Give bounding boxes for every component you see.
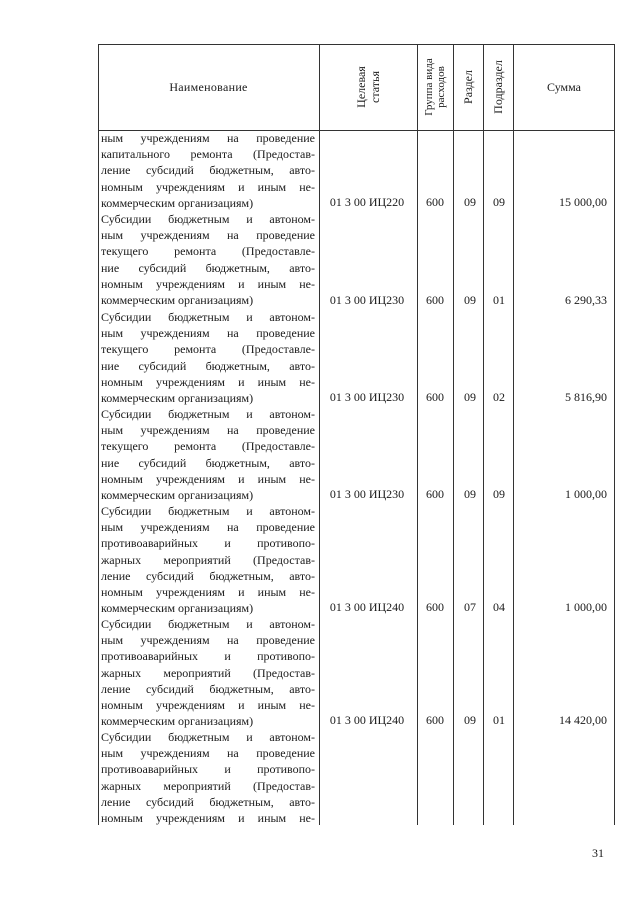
header-target-label <box>354 66 382 108</box>
col-border-0 <box>98 44 99 825</box>
header-section-label: Раздел <box>461 70 476 104</box>
col-border-2 <box>417 44 418 825</box>
header-target-line2: статья <box>367 71 382 103</box>
col-border-1 <box>319 44 320 825</box>
text-line: жарных мероприятий (Предостав- <box>101 778 315 793</box>
text-line: номным учреждениям и иным не- <box>101 810 315 825</box>
target-code: 01 3 00 ИЦ230 <box>329 293 405 307</box>
text-line: ным учреждениям на проведение <box>101 228 315 243</box>
target-code: 01 3 00 ИЦ230 <box>329 390 405 404</box>
text-line: противоаварийных и противопо- <box>101 762 315 777</box>
row-1-name <box>101 211 315 308</box>
group-code: 600 <box>426 390 444 404</box>
target-code: 01 3 00 ИЦ240 <box>329 713 405 727</box>
text-line: Субсидии бюджетным и автоном- <box>101 310 315 324</box>
text-line: коммерческим организациям) <box>101 195 254 210</box>
header-subsection-label: Подраздел <box>491 60 506 114</box>
section-code: 09 <box>464 713 476 727</box>
sum-value: 15 000,00 <box>559 195 607 209</box>
header-group-line1: Группа вида <box>423 58 435 116</box>
text-line: коммерческим организациям) <box>101 487 254 502</box>
row-3-name <box>101 406 315 503</box>
header-group <box>417 44 453 130</box>
text-line: ление субсидий бюджетным, авто- <box>101 794 315 809</box>
col-border-6 <box>614 44 615 825</box>
text-line: коммерческим организациям) <box>101 714 254 729</box>
text-line: ным учреждениям на проведение <box>101 520 315 535</box>
section-code: 09 <box>464 195 476 209</box>
header-group-label <box>423 58 447 116</box>
header-group-line2: расходов <box>435 66 447 108</box>
col-border-3 <box>453 44 454 825</box>
col-border-4 <box>483 44 484 825</box>
group-code: 600 <box>426 293 444 307</box>
header-sum-label: Сумма <box>547 79 581 94</box>
header-subsection <box>483 44 513 130</box>
text-line: Субсидии бюджетным и автоном- <box>101 407 315 421</box>
text-line: ным учреждениям на проведение <box>101 746 315 761</box>
text-line: номным учреждениям и иным не- <box>101 276 315 291</box>
subsection-code: 09 <box>493 195 505 209</box>
row-4-name <box>101 503 315 616</box>
text-line: текущего ремонта (Предоставле- <box>101 244 315 259</box>
text-line: ление субсидий бюджетным, авто- <box>101 163 315 178</box>
sum-value: 6 290,33 <box>565 293 607 307</box>
sum-value: 1 000,00 <box>565 600 607 614</box>
subsection-code: 01 <box>493 293 505 307</box>
text-line: Субсидии бюджетным и автоном- <box>101 730 315 744</box>
row-2-name <box>101 309 315 406</box>
section-code: 09 <box>464 390 476 404</box>
text-line: ным учреждениям на проведение <box>101 423 315 438</box>
group-code: 600 <box>426 195 444 209</box>
subsection-code: 09 <box>493 487 505 501</box>
header-section <box>453 44 483 130</box>
header-sum <box>514 44 614 130</box>
text-line: ным учреждениям на проведение <box>101 326 315 341</box>
header-name <box>98 44 319 130</box>
text-line: номным учреждениям и иным не- <box>101 179 315 194</box>
text-line: коммерческим организациям) <box>101 390 254 405</box>
subsection-code: 02 <box>493 390 505 404</box>
text-line: текущего ремонта (Предоставле- <box>101 439 315 454</box>
section-code: 07 <box>464 600 476 614</box>
sum-value: 14 420,00 <box>559 713 607 727</box>
text-line: противоаварийных и противопо- <box>101 649 315 664</box>
text-line: номным учреждениям и иным не- <box>101 584 315 599</box>
row-5-name <box>101 616 315 729</box>
subsection-code: 04 <box>493 600 505 614</box>
text-line: коммерческим организациям) <box>101 292 254 307</box>
text-line: ным учреждениям на проведение <box>101 131 315 145</box>
text-line: ние субсидий бюджетным, авто- <box>101 260 315 275</box>
text-line: коммерческим организациям) <box>101 601 254 616</box>
subsection-code: 01 <box>493 713 505 727</box>
text-line: ние субсидий бюджетным, авто- <box>101 455 315 470</box>
text-line: противоаварийных и противопо- <box>101 536 315 551</box>
text-line: текущего ремонта (Предоставле- <box>101 342 315 357</box>
group-code: 600 <box>426 713 444 727</box>
text-line: Субсидии бюджетным и автоном- <box>101 504 315 518</box>
header-name-label: Наименование <box>169 79 248 94</box>
text-line: ние субсидий бюджетным, авто- <box>101 358 315 373</box>
group-code: 600 <box>426 600 444 614</box>
text-line: жарных мероприятий (Предостав- <box>101 552 315 567</box>
text-line: Субсидии бюджетным и автоном- <box>101 617 315 631</box>
text-line: жарных мероприятий (Предостав- <box>101 665 315 680</box>
text-line: ление субсидий бюджетным, авто- <box>101 681 315 696</box>
header-target-line1: Целевая <box>353 66 368 108</box>
row-0-name <box>101 130 315 211</box>
text-line: номным учреждениям и иным не- <box>101 374 315 389</box>
text-line: капитального ремонта (Предостав- <box>101 147 315 162</box>
header-target <box>319 44 417 130</box>
text-line: ление субсидий бюджетным, авто- <box>101 568 315 583</box>
text-line: Субсидии бюджетным и автоном- <box>101 212 315 226</box>
row-6-name <box>101 729 315 826</box>
group-code: 600 <box>426 487 444 501</box>
target-code: 01 3 00 ИЦ240 <box>329 600 405 614</box>
target-code: 01 3 00 ИЦ220 <box>329 195 405 209</box>
target-code: 01 3 00 ИЦ230 <box>329 487 405 501</box>
sum-value: 1 000,00 <box>565 487 607 501</box>
section-code: 09 <box>464 293 476 307</box>
col-border-5 <box>513 44 514 825</box>
text-line: номным учреждениям и иным не- <box>101 697 315 712</box>
text-line: номным учреждениям и иным не- <box>101 471 315 486</box>
sum-value: 5 816,90 <box>565 390 607 404</box>
section-code: 09 <box>464 487 476 501</box>
text-line: ным учреждениям на проведение <box>101 633 315 648</box>
page-number: 31 <box>592 846 604 860</box>
